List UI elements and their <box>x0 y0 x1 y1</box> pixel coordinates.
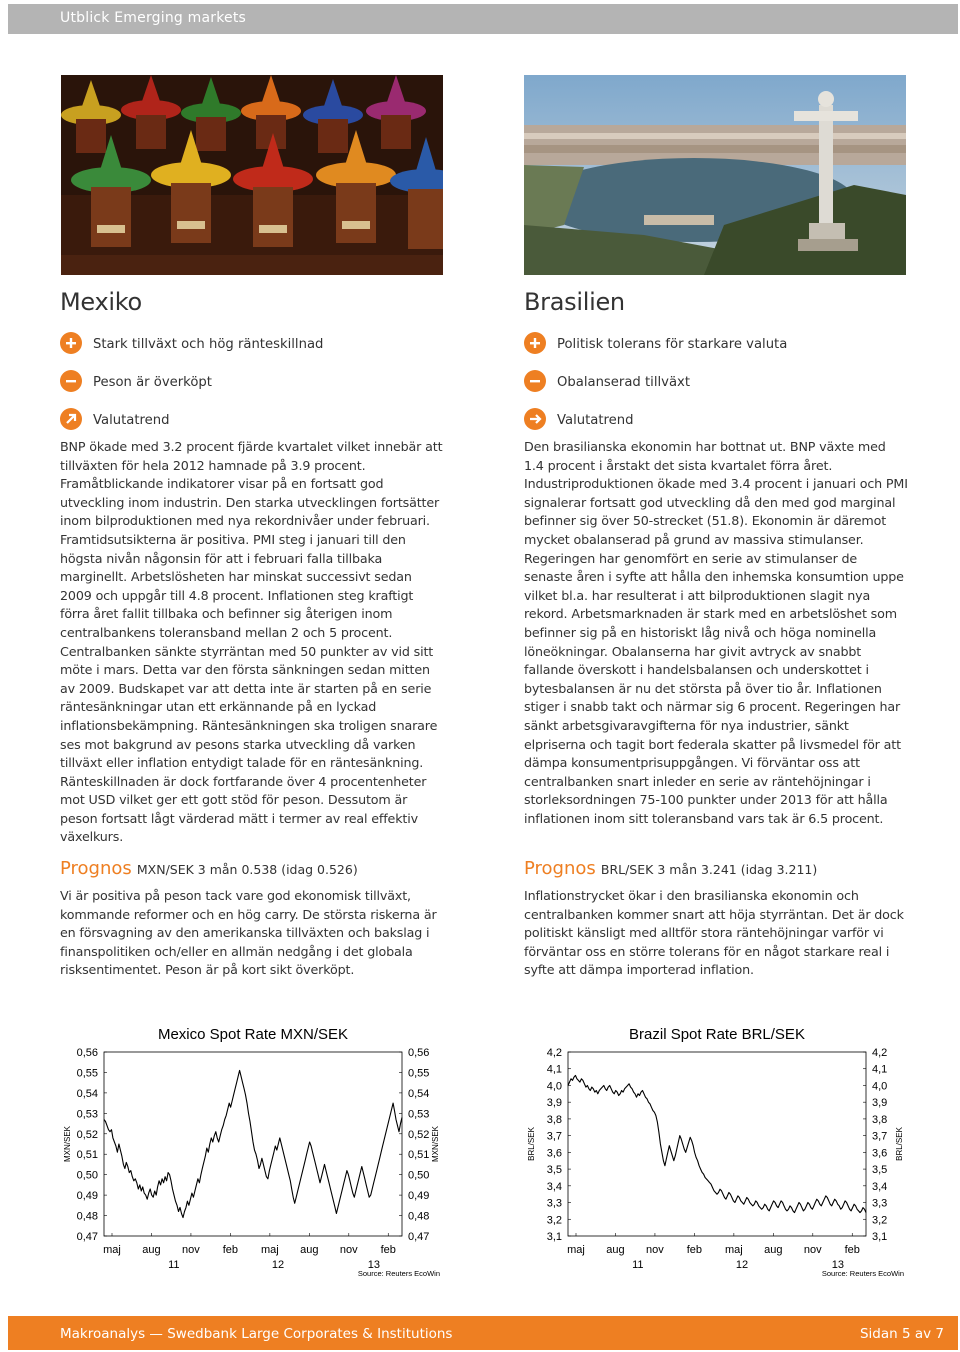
y-tick-label-left: 0,53 <box>76 1108 98 1121</box>
y-axis-label-right: BRL/SEK <box>895 1127 904 1161</box>
y-tick-label-left: 0,55 <box>76 1067 98 1080</box>
y-tick-label-right: 4,2 <box>872 1047 888 1059</box>
y-tick-label-right: 0,55 <box>408 1067 430 1080</box>
prognos-detail: MXN/SEK 3 mån 0.538 (idag 0.526) <box>136 862 358 877</box>
x-tick-label: aug <box>300 1244 319 1256</box>
x-year-label: 12 <box>271 1259 285 1271</box>
x-tick-label: feb <box>222 1244 239 1256</box>
brazil-bullet-trend: Valutatrend <box>524 406 908 436</box>
plus-icon <box>60 332 82 354</box>
x-year-label: 13 <box>831 1259 845 1271</box>
y-tick-label-left: 3,5 <box>546 1164 562 1177</box>
y-tick-label-right: 3,1 <box>872 1231 888 1243</box>
y-tick-label-left: 0,50 <box>76 1169 98 1182</box>
y-axis-label-left: MXN/SEK <box>63 1125 72 1163</box>
y-tick-label-right: 3,2 <box>872 1214 888 1227</box>
page-number: Sidan 5 av 7 <box>859 1326 944 1342</box>
brazil-heading: Brasilien <box>524 288 625 316</box>
y-tick-label-left: 0,51 <box>76 1149 98 1162</box>
y-tick-label-left: 0,49 <box>76 1190 98 1203</box>
y-tick-label-right: 3,4 <box>872 1180 888 1193</box>
y-tick-label-right: 3,8 <box>872 1113 888 1126</box>
y-tick-label-left: 3,9 <box>546 1097 562 1110</box>
y-tick-label-left: 0,54 <box>76 1087 98 1100</box>
x-tick-label: feb <box>844 1244 860 1256</box>
arrow-up-right-icon <box>60 408 82 430</box>
plus-icon <box>524 332 546 354</box>
brazil-chart <box>522 1020 912 1280</box>
brazil-photo <box>524 75 906 275</box>
y-tick-label-left: 0,47 <box>76 1231 98 1243</box>
y-tick-label-right: 0,49 <box>408 1190 430 1203</box>
x-year-label: 13 <box>367 1259 381 1271</box>
footer-bar <box>8 1316 958 1350</box>
mexico-chart-svg <box>58 1020 448 1280</box>
y-tick-label-right: 0,48 <box>408 1210 430 1223</box>
y-tick-label-right: 4,1 <box>872 1063 888 1076</box>
y-tick-label-left: 4,2 <box>546 1047 562 1059</box>
y-tick-label-left: 3,4 <box>546 1180 562 1193</box>
brazil-chart-svg <box>522 1020 912 1280</box>
x-tick-label: aug <box>764 1244 783 1256</box>
y-tick-label-right: 0,52 <box>408 1128 430 1141</box>
y-tick-label-right: 4,0 <box>872 1080 888 1093</box>
x-year-label: 12 <box>735 1259 749 1271</box>
prognos-detail: BRL/SEK 3 mån 3.241 (idag 3.211) <box>600 862 818 877</box>
y-tick-label-right: 3,5 <box>872 1164 888 1177</box>
x-tick-label: maj <box>103 1244 121 1256</box>
y-tick-label-left: 3,8 <box>546 1113 562 1126</box>
x-tick-label: feb <box>380 1244 396 1256</box>
header-title: Utblick Emerging markets <box>60 10 247 26</box>
y-tick-label-right: 0,54 <box>408 1087 430 1100</box>
mexico-chart <box>58 1020 448 1280</box>
x-tick-label: nov <box>803 1244 822 1256</box>
mexico-photo-illustration <box>61 75 443 275</box>
y-tick-label-right: 3,9 <box>872 1097 888 1110</box>
y-tick-label-right: 0,53 <box>408 1108 430 1121</box>
y-tick-label-right: 3,6 <box>872 1147 888 1160</box>
y-tick-label-left: 3,1 <box>546 1231 562 1243</box>
mexico-body: BNP ökade med 3.2 procent fjärde kvartalet vilket innebär att tillväxten för hela 2012 hamnade på 3.9 procent. Framåtblickande indikatorer visar på en fortsatt god utveckling inom industrin. Den starka utvecklingen fortsätter inom bilproduktionen med nya rekordnivåer under februari. Framtidsutsikterna är positiva. PMI steg i januari till den högsta nivån någonsin för att i februari falla tillbaka marginellt. Arbetslösheten har minskat successivt sedan 2009 och uppgår till 4.8 procent. Inflationen steg kraftigt förra året fallit tillbaka och befinner sig återigen inom centralbankens toleransband mellan 2 och 5 procent. Centralbanken sänkte styrräntan med 50 punkter av vid sitt möte i mars. Detta var den första sänkningen sedan mitten av 2009. Budskapet var att detta inte är starten på en serie räntesänkningar utan ett erkännande på en lyckad inflationsbekämpning. Räntesänkningen ska troligen snarare ses mot bakgrund av pesons starka utveckling då varken tillväxt eller inflation entydigt talade för en räntesänkning. Ränteskillnaden är dock fortfarande över 4 procentenheter mot USD vilket ger ett gott stöd för peson. Dessutom är peson fortsatt lågt värderad mätt i termer av real effektiv växelkurs. <box>60 439 443 845</box>
brazil-body: Den brasilianska ekonomin har bottnat ut. BNP växte med 1.4 procent i årstakt det sista kvartalet förra året. Industriproduktionen ökade med 3.4 procent i januari och PMI signalerar fortsatt god utveckling då den med god marginal befinner sig över 50-strecket (51.8). Ekonomin är däremot mycket obalanserad på grund av massiva stimulanser. Regeringen har genomfört en serie av stimulanser de senaste åren i syfte att hålla den inhemska konsumtion uppe vilket bl.a. har resulterat i att bilproduktionen slagit nya rekord. Arbetsmarknaden är stark med en arbetslöshet som befinner sig på en historiskt låg nivå och höga nominella löneökningar. Obalanserna har givit avtryck av snabbt fallande överskott i handelsbalansen och underskottet i bytesbalansen är nu det största på över tio år. Inflationen stiger i snabb takt och närmar sig 6 procent. Regeringen har sänkt arbetsgivaravgifterna för nya industrier, sänkt elpriserna och tagit bort federala skatter på livsmedel för att dämpa konsumentprisuppgången. Vi förväntar oss att centralbanken snart inleder en serie av räntehöjningar i storleksordningen 75-100 punkter under 2013 för att hålla inflationen inom sitt toleransband vars tak är 6.5 procent. <box>524 439 908 826</box>
prognos-text: Vi är positiva på peson tack vare god ekonomisk tillväxt, kommande reformer och en hög carry. De största riskerna är en försvagning av den amerikanska tillväxten och bakslag i finanspolitiken och/eller en allmän nedgång i det globala risksentimentet. Peson är på kort sikt överköpt. <box>60 888 437 978</box>
mexico-heading: Mexiko <box>60 288 142 316</box>
x-tick-label: maj <box>567 1244 585 1256</box>
y-tick-label-right: 3,7 <box>872 1130 888 1143</box>
y-axis-label-left: BRL/SEK <box>527 1127 536 1161</box>
mexico-bullet-trend: Valutatrend <box>60 406 444 436</box>
x-year-label: 11 <box>632 1259 644 1271</box>
y-tick-label-left: 0,52 <box>76 1128 98 1141</box>
x-tick-label: nov <box>339 1244 358 1256</box>
mexico-section <box>60 282 444 847</box>
x-tick-label: aug <box>606 1244 625 1256</box>
footer-left: Makroanalys — Swedbank Large Corporates & Institutions <box>60 1326 453 1342</box>
chart-title: Mexico Spot Rate MXN/SEK <box>157 1026 349 1043</box>
y-axis-label-right: MXN/SEK <box>431 1125 440 1163</box>
chart-source: Source: Reuters EcoWin <box>357 1269 440 1278</box>
brazil-prognos <box>524 858 908 980</box>
brazil-photo-illustration <box>524 75 906 275</box>
prognos-label: Prognos <box>524 858 596 879</box>
y-tick-label-right: 0,51 <box>408 1149 430 1162</box>
arrow-right-icon <box>524 408 546 430</box>
minus-icon <box>524 370 546 392</box>
x-year-label: 11 <box>168 1259 180 1271</box>
y-tick-label-right: 3,3 <box>872 1197 888 1210</box>
x-tick-label: nov <box>646 1244 664 1256</box>
brazil-bullet-positive: Politisk tolerans för starkare valuta <box>524 330 908 360</box>
y-tick-label-right: 0,56 <box>408 1047 430 1059</box>
y-tick-label-left: 3,2 <box>546 1214 562 1227</box>
y-tick-label-left: 0,48 <box>76 1210 98 1223</box>
header-bar <box>8 4 958 34</box>
y-tick-label-left: 3,6 <box>546 1147 562 1160</box>
x-tick-label: nov <box>182 1244 200 1256</box>
series-line <box>568 1075 866 1212</box>
y-tick-label-right: 0,47 <box>408 1231 430 1243</box>
prognos-text: Inflationstrycket ökar i den brasilianska ekonomin och centralbanken kommer snart att höja styrräntan. Det är dock politiskt känsligt med alltför stora räntehöjningar varför vi förväntar oss en större tolerans för en något starkare real i syfte att dämpa importerad inflation. <box>524 888 904 978</box>
mexico-bullet-negative: Peson är överköpt <box>60 368 444 398</box>
y-tick-label-left: 4,0 <box>546 1080 562 1093</box>
plot-frame <box>568 1052 866 1236</box>
mexico-prognos <box>60 858 444 980</box>
y-tick-label-left: 4,1 <box>546 1063 562 1076</box>
x-tick-label: maj <box>724 1244 743 1256</box>
y-tick-label-left: 3,3 <box>546 1197 562 1210</box>
chart-source: Source: Reuters EcoWin <box>821 1269 904 1278</box>
x-tick-label: maj <box>260 1244 279 1256</box>
prognos-label: Prognos <box>60 858 132 879</box>
x-tick-label: feb <box>686 1244 703 1256</box>
mexico-photo <box>61 75 443 275</box>
minus-icon <box>60 370 82 392</box>
y-tick-label-right: 0,50 <box>408 1169 430 1182</box>
chart-title: Brazil Spot Rate BRL/SEK <box>629 1026 805 1043</box>
mexico-bullet-positive: Stark tillväxt och hög ränteskillnad <box>60 330 444 360</box>
series-line <box>104 1070 402 1217</box>
brazil-section <box>524 282 908 828</box>
y-tick-label-left: 3,7 <box>546 1130 562 1143</box>
x-tick-label: aug <box>142 1244 161 1256</box>
brazil-bullet-negative: Obalanserad tillväxt <box>524 368 908 398</box>
y-tick-label-left: 0,56 <box>76 1047 98 1059</box>
